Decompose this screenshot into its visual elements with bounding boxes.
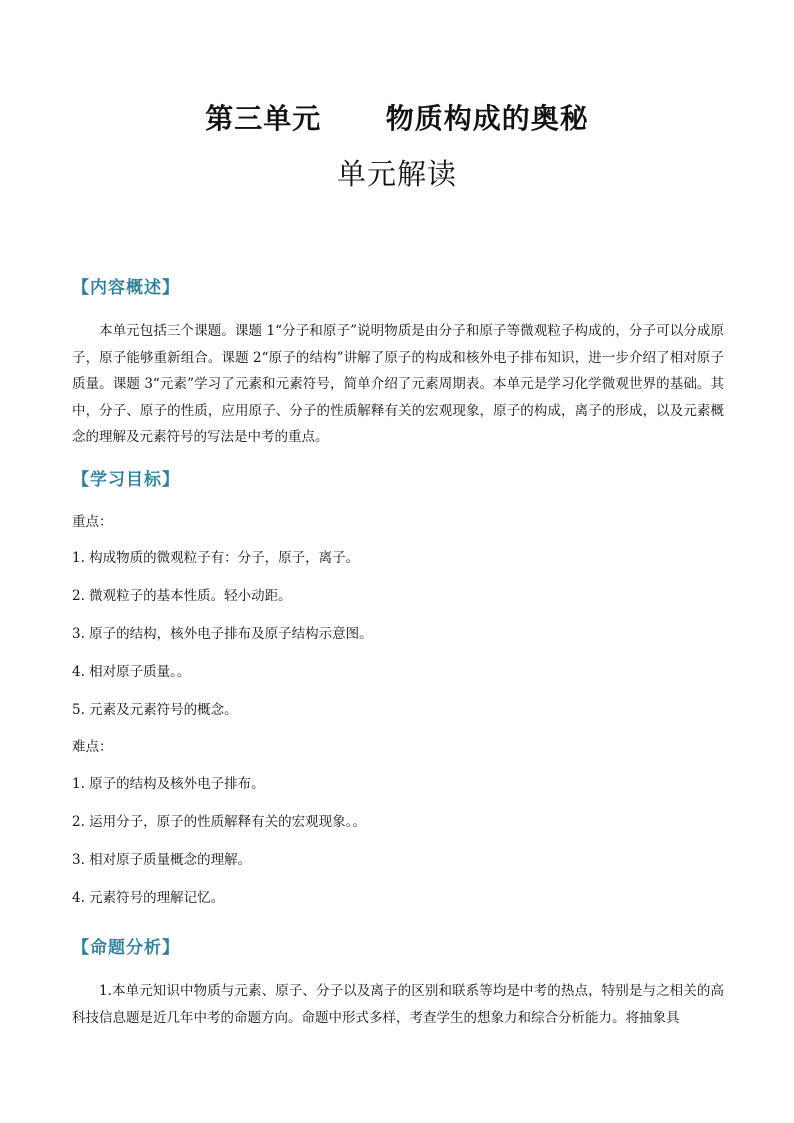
difficult-point-item: 2. 运用分子，原子的性质解释有关的宏观现象。。 [72,814,366,830]
key-point-item: 4. 相对原子质量。。 [72,664,191,680]
page-subtitle: 单元解读 [336,157,457,191]
key-point-item: 2. 微观粒子的基本性质。轻小动距。 [72,588,292,604]
key-points-label: 重点： [72,514,113,530]
section-heading-analysis: 【命题分析】 [72,938,180,958]
difficult-points-label: 难点： [72,739,113,755]
section-heading-overview: 【内容概述】 [72,278,180,298]
difficult-point-item: 4. 元素符号的理解记忆。 [72,890,225,906]
key-point-item: 5. 元素及元素符号的概念。 [72,702,238,718]
difficult-point-item: 3. 相对原子质量概念的理解。 [72,852,252,868]
section-heading-goals: 【学习目标】 [72,470,180,490]
page-title: 第三单元 物质构成的奥秘 [205,102,589,135]
overview-paragraph: 本单元包括三个课题。课题 1“分子和原子”说明物质是由分子和原子等微观粒子构成的，分子可以分成原子，原子能够重新组合。课题 2“原子的结构”讲解了原子的构成和核外电子排布知识，进一步介绍了相对原子质量。课题 3“元素”学习了元素和元素符号，简单介绍了元素周期表。本单元是学习化学微观世界的基础。其中，分子、原子的性质，应用原子、分子的性质解释有关的宏观现象，原子的构成，离子的形成，以及元素概念的理解及元素符号的写法是中考的重点。 [72,323,724,445]
key-point-item: 3. 原子的结构，核外电子排布及原子结构示意图。 [72,626,373,642]
key-point-item: 1. 构成物质的微观粒子有：分子，原子，离子。 [72,550,360,566]
difficult-point-item: 1. 原子的结构及核外电子排布。 [72,776,265,792]
analysis-paragraph: 1.本单元知识中物质与元素、原子、分子以及离子的区别和联系等均是中考的热点，特别是与之相关的高科技信息题是近几年中考的命题方向。命题中形式多样，考查学生的想象力和综合分析能力。将抽象具 [72,983,724,1026]
